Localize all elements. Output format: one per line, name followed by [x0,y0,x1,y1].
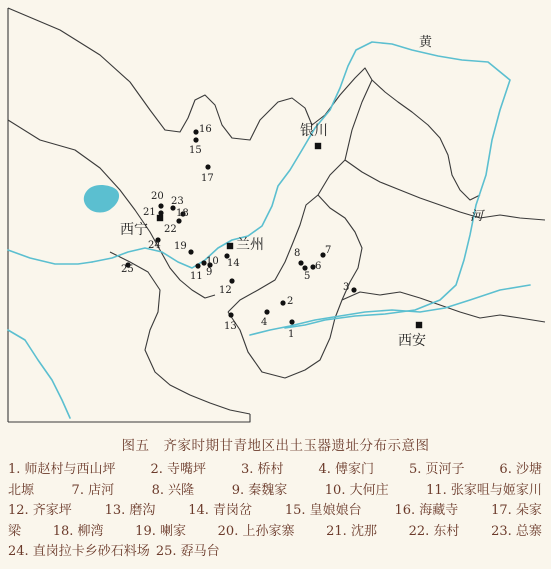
legend-item: 6. 沙塘 [499,462,542,477]
site-number-label: 7 [325,245,332,256]
city-label-yinchuan: 银川 [300,123,328,139]
site-number-label: 10 [206,256,219,267]
yellow-river [92,42,510,328]
site-dot-8 [298,260,303,265]
qinghai-lake [84,185,119,212]
site-legend [8,460,548,563]
legend-item: 梁 [8,523,22,539]
legend-item: 8. 兴隆 [151,482,195,498]
legend-item: 16. 海藏寺 [394,503,459,518]
city-label-xian: 西安 [398,333,426,349]
legend-item: 7. 店河 [71,482,115,498]
legend-item: 14. 青岗岔 [188,503,253,518]
site-number-label: 14 [227,258,240,269]
legend-item: 2. 寺嘴坪 [150,462,207,477]
legend-item: 18. 柳湾 [52,523,104,539]
site-number-label: 2 [287,296,294,307]
legend-item: 11. 张家咀与姬家川 [426,482,542,498]
site-number-label: 25 [121,264,134,275]
site-number-label: 13 [224,321,237,332]
river-branch-west [8,250,92,264]
site-dot-16 [193,129,198,134]
site-number-label: 8 [294,248,301,259]
site-dot-12 [229,278,234,283]
site-number-label: 1 [288,329,295,340]
legend-item: 3. 桥村 [240,462,284,477]
legend-item: 5. 页河子 [408,462,465,477]
city-label-xining: 西宁 [120,222,148,238]
legend-item: 21. 沈那 [326,523,377,539]
site-dot-15 [193,137,198,142]
legend-item: 北塬 [8,482,35,498]
legend-item: 12. 齐家坪 [8,503,72,518]
site-number-label: 20 [151,191,164,202]
site-number-label: 9 [206,267,213,278]
legend-line [8,542,548,563]
site-dot-3 [351,287,356,292]
site-dot-11 [195,263,200,268]
border-shaanxi-south [420,298,545,322]
river-label-he: 河 [470,209,484,224]
river-branch-south [8,330,70,418]
border-ningxia-east [372,80,480,200]
legend-item: 15. 皇娘娘台 [284,503,362,518]
legend-item: 24. 直岗拉卡乡砂石料场 [8,544,150,559]
site-dot-1 [289,319,294,324]
legend-line [8,481,548,502]
site-dot-19 [188,249,193,254]
site-number-label: 22 [164,224,177,235]
legend-item: 1. 师赵村与西山坪 [8,462,116,477]
city-marker-yinchuan [315,143,321,149]
site-number-label: 24 [148,240,161,251]
site-number-label: 16 [199,124,212,135]
legend-line [8,460,548,481]
site-dots [125,129,356,324]
legend-item: 4. 傅家门 [318,462,374,477]
legend-item: 10. 大何庄 [324,482,389,498]
site-number-label: 6 [315,261,322,272]
site-dot-20 [158,203,163,208]
site-number-label: 19 [174,241,187,252]
border-gansu-south [110,252,250,414]
site-dot-13 [228,312,233,317]
site-number-label: 12 [219,285,232,296]
site-number-label: 5 [304,271,311,282]
site-number-label: 11 [190,271,203,282]
site-number-label: 4 [261,317,268,328]
border-south-east [228,292,420,378]
city-marker-xining [157,215,163,221]
legend-item: 25. 孬马台 [155,544,220,559]
legend-item: 13. 磨沟 [104,503,156,518]
legend-item: 22. 东村 [408,523,460,539]
river-label-huang: 黄 [419,35,433,50]
legend-item: 20. 上孙家寨 [217,523,295,539]
site-number-label: 18 [176,208,189,219]
site-number-label: 15 [189,145,202,156]
site-number-label: 23 [171,196,184,207]
border-frame-bottom [8,414,250,422]
site-number-label: 3 [343,282,350,293]
site-dot-22 [176,218,181,223]
border-shaanxi-north [345,160,545,220]
legend-line [8,522,548,543]
legend-item: 17. 朵家 [491,503,542,518]
legend-line [8,501,548,522]
city-marker-xian [416,322,422,328]
figure-caption-title: 图五 齐家时期甘青地区出土玉器遗址分布示意图 [121,438,430,454]
site-dot-17 [205,164,210,169]
site-number-label: 17 [201,173,214,184]
site-dot-5 [302,265,307,270]
site-dot-4 [264,309,269,314]
city-label-lanzhou: 兰州 [236,237,264,253]
city-marker-lanzhou [227,243,233,249]
legend-item: 19. 喇家 [135,523,186,539]
legend-item: 23. 总寨 [491,523,542,539]
legend-item: 9. 秦魏家 [231,482,288,498]
site-number-label: 21 [143,207,156,218]
site-dot-2 [280,300,285,305]
